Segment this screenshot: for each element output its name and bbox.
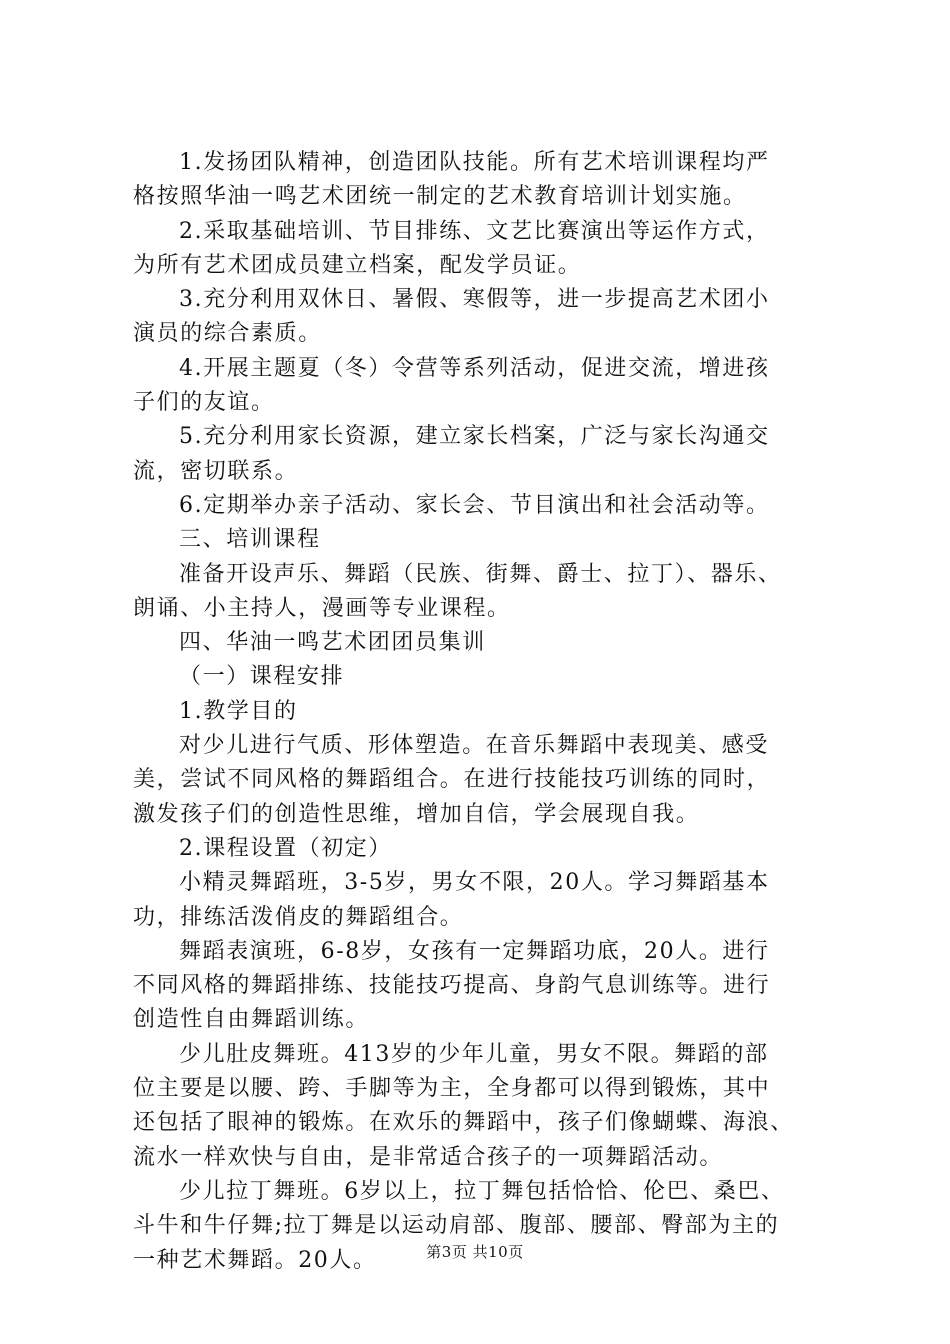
text-line: 1.发扬团队精神，创造团队技能。所有艺术培训课程均严	[179, 150, 770, 175]
text-line: 2.采取基础培训、节目排练、文艺比赛演出等运作方式，	[179, 218, 770, 244]
text-line: 不同风格的舞蹈排练、技能技巧提高、身韵气息训练等。进行	[133, 973, 771, 999]
text-line: 6.定期举办亲子活动、家长会、节目演出和社会活动等。	[179, 492, 770, 518]
text-line: 斗牛和牛仔舞;拉丁舞是以运动肩部、腹部、腰部、臀部为主的	[133, 1213, 780, 1239]
text-line: 2.课程设置（初定）	[179, 835, 392, 861]
text-line: 小精灵舞蹈班，3-5岁，男女不限，20人。学习舞蹈基本	[179, 870, 770, 896]
text-line: 对少儿进行气质、形体塑造。在音乐舞蹈中表现美、感受	[179, 733, 770, 759]
text-line: 为所有艺术团成员建立档案，配发学员证。	[133, 252, 582, 278]
text-line: 创造性自由舞蹈训练。	[133, 1007, 370, 1033]
text-line: 流水一样欢快与自由，是非常适合孩子的一项舞蹈活动。	[133, 1144, 724, 1170]
text-line: 子们的友谊。	[133, 390, 275, 416]
text-line: 准备开设声乐、舞蹈（民族、街舞、爵士、拉丁）、器乐、	[179, 561, 782, 587]
text-line: 流，密切联系。	[133, 458, 299, 484]
text-line: 少儿拉丁舞班。6岁以上，拉丁舞包括恰恰、伦巴、桑巴、	[179, 1178, 785, 1204]
text-line: 还包括了眼神的锻炼。在欢乐的舞蹈中，孩子们像蝴蝶、海浪、	[133, 1110, 794, 1136]
text-line: 舞蹈表演班，6-8岁，女孩有一定舞蹈功底，20人。进行	[179, 938, 770, 964]
text-line: 三、培训课程	[179, 527, 321, 553]
text-line: 少儿肚皮舞班。413岁的少年儿童，男女不限。舞蹈的部	[179, 1041, 769, 1067]
page-footer: 第3页 共10页	[426, 1243, 524, 1261]
document-body	[133, 146, 831, 1278]
text-line: 一种艺术舞蹈。20人。	[133, 1247, 377, 1273]
text-line: 1.教学目的	[179, 698, 298, 724]
text-line: （一）课程安排	[179, 664, 345, 690]
text-line: 5.充分利用家长资源，建立家长档案，广泛与家长沟通交	[179, 424, 770, 450]
text-line: 功，排练活泼俏皮的舞蹈组合。	[133, 904, 464, 930]
text-line: 美，尝试不同风格的舞蹈组合。在进行技能技巧训练的同时，	[133, 767, 771, 793]
text-line: 演员的综合素质。	[133, 321, 322, 347]
text-line: 3.充分利用双休日、暑假、寒假等，进一步提高艺术团小	[179, 287, 770, 313]
text-line: 四、华油一鸣艺术团团员集训	[179, 630, 486, 656]
text-line: 4.开展主题夏（冬）令营等系列活动，促进交流，增进孩	[179, 355, 770, 381]
text-line: 激发孩子们的创造性思维，增加自信，学会展现自我。	[133, 801, 700, 827]
text-line: 位主要是以腰、跨、手脚等为主，全身都可以得到锻炼，其中	[133, 1076, 771, 1102]
text-line: 格按照华油一鸣艺术团统一制定的艺术教育培训计划实施。	[133, 184, 747, 210]
text-line: 朗诵、小主持人，漫画等专业课程。	[133, 595, 511, 621]
